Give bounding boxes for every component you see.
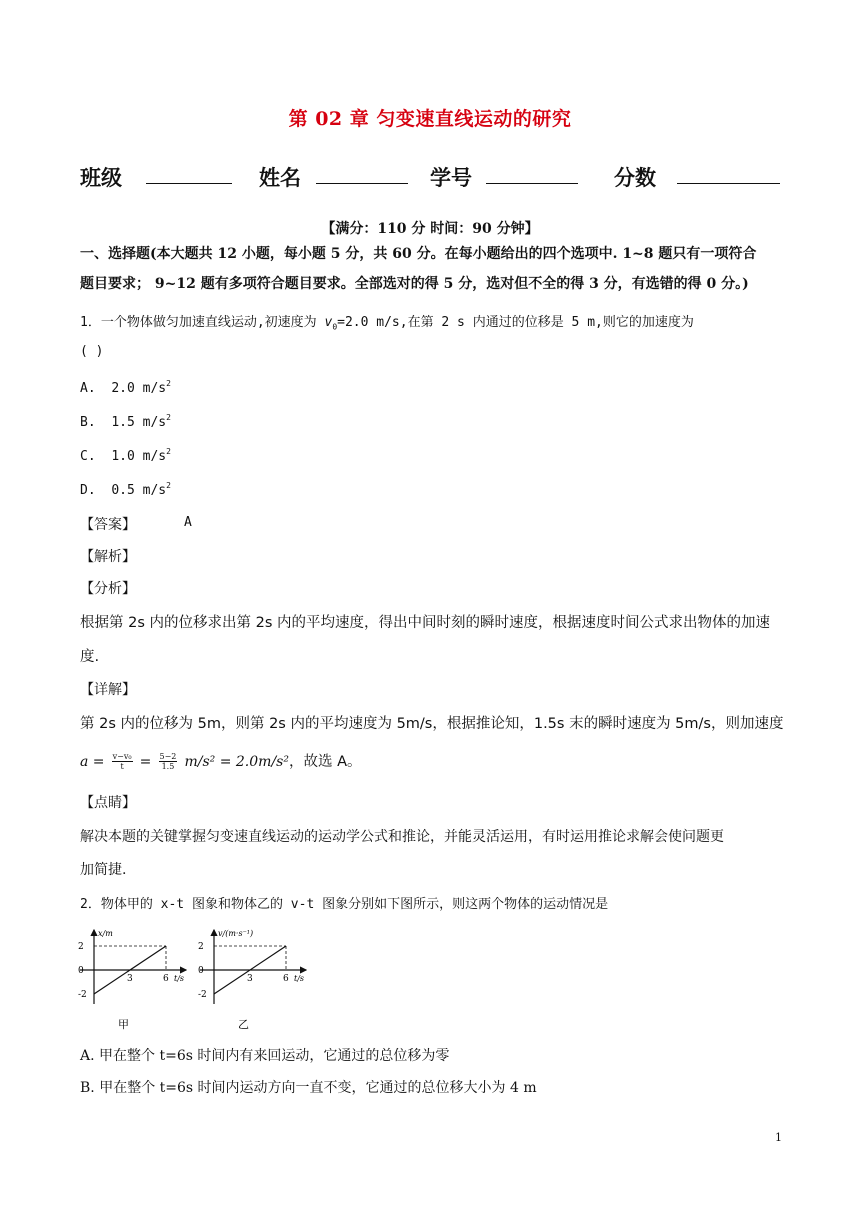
page-number: 1 xyxy=(775,1131,782,1144)
page-title: 第 02 章 匀变速直线运动的研究 xyxy=(288,108,572,130)
x-tick-label: 6 xyxy=(163,974,169,984)
motion-graphs xyxy=(76,924,316,1034)
option-d xyxy=(80,481,171,498)
student-id-blank xyxy=(486,183,578,184)
fraction-denominator: t xyxy=(120,762,124,771)
acceleration-formula xyxy=(80,750,362,771)
formula-fraction-2 xyxy=(159,752,178,771)
y-tick-label: -2 xyxy=(78,990,87,1000)
question-1-text xyxy=(80,311,694,332)
analysis-label: 【解析】 xyxy=(80,549,136,565)
x-axis-label: t/s xyxy=(174,974,185,983)
v0-symbol: v xyxy=(324,315,333,330)
formula-a: a = xyxy=(80,754,105,770)
option-value: 0.5 m/s xyxy=(111,483,167,498)
fraction-numerator: v−v₀ xyxy=(112,752,132,761)
option-value: 2.0 m/s xyxy=(111,381,167,396)
class-blank xyxy=(146,183,232,184)
fraction-numerator: 5−2 xyxy=(159,752,177,761)
answer-value: A xyxy=(184,515,192,530)
score-label: 分数 xyxy=(614,165,656,190)
option-value: 1.5 m/s xyxy=(111,415,167,430)
option-b xyxy=(80,413,171,430)
question-2-text: 2．物体甲的 x-t 图象和物体乙的 v-t 图象分别如下图所示，则这两个物体的运动情况是 xyxy=(80,897,609,912)
option-superscript: 2 xyxy=(166,481,171,490)
option-label: B. xyxy=(80,415,96,430)
x-axis-label: t/s xyxy=(294,974,305,983)
formula-equals: = xyxy=(139,754,152,770)
dianjing-label: 【点睛】 xyxy=(80,795,136,811)
x-tick-label: 3 xyxy=(127,974,133,984)
question-1-post: =2.0 m/s,在第 2 s 内通过的位移是 5 m,则它的加速度为 xyxy=(337,315,694,330)
name-label: 姓名 xyxy=(259,165,301,190)
y-tick-label: 2 xyxy=(198,942,204,952)
option-label: D. xyxy=(80,483,96,498)
option-superscript: 2 xyxy=(166,379,171,388)
question-1-pre: 1．一个物体做匀加速直线运动,初速度为 xyxy=(80,315,325,330)
y-tick-label: 0 xyxy=(198,966,204,976)
option-a xyxy=(80,379,171,396)
student-id-label: 学号 xyxy=(430,165,472,190)
score-blank xyxy=(677,183,780,184)
y-axis-label: x/m xyxy=(98,929,113,938)
fenxi-label: 【分析】 xyxy=(80,581,136,597)
class-label: 班级 xyxy=(80,165,122,190)
question-1-blank: ( ) xyxy=(80,344,104,359)
x-tick-label: 3 xyxy=(247,974,253,984)
dianjing-line2: 加简捷. xyxy=(80,862,127,878)
name-blank xyxy=(316,183,408,184)
option-label: C. xyxy=(80,449,96,464)
formula-tail: ，故选 A。 xyxy=(288,754,362,770)
y-tick-label: 0 xyxy=(78,966,84,976)
y-tick-label: 2 xyxy=(78,942,84,952)
exam-meta: 【满分：110 分 时间：90 分钟】 xyxy=(321,221,539,237)
x-tick-label: 6 xyxy=(283,974,289,984)
fenxi-line1: 根据第 2s 内的位移求出第 2s 内的平均速度，得出中间时刻的瞬时速度，根据速度时间公式求出物体的加速 xyxy=(80,615,770,631)
question-2-option-b: B. 甲在整个 t=6s 时间内运动方向一直不变，它通过的总位移大小为 4 m xyxy=(80,1080,537,1096)
xiangjie-label: 【详解】 xyxy=(80,682,136,698)
y-axis-label: v/(m·s⁻¹) xyxy=(218,929,254,938)
fenxi-line2: 度. xyxy=(80,649,100,665)
formula-result: m/s² = 2.0m/s² xyxy=(184,754,289,770)
question-2-option-a: A. 甲在整个 t=6s 时间内有来回运动，它通过的总位移为零 xyxy=(80,1048,450,1064)
v0-subscript: 0 xyxy=(332,322,338,332)
option-superscript: 2 xyxy=(166,413,171,422)
graph-caption: 乙 xyxy=(238,1018,249,1031)
fraction-denominator: 1.5 xyxy=(161,762,175,771)
formula-fraction-1 xyxy=(112,752,133,771)
option-label: A. xyxy=(80,381,96,396)
dianjing-line1: 解决本题的关键掌握匀变速直线运动的运动学公式和推论，并能灵活运用，有时运用推论求解会使问题更 xyxy=(80,829,724,845)
graph-caption: 甲 xyxy=(118,1018,129,1031)
section-instruction-line2: 题目要求； 9~12 题有多项符合题目要求。全部选对的得 5 分，选对但不全的得 3 分，有选错的得 0 分。) xyxy=(80,276,749,292)
xiangjie-line1: 第 2s 内的位移为 5m，则第 2s 内的平均速度为 5m/s，根据推论知，1.5s 末的瞬时速度为 5m/s，则加速度 xyxy=(80,716,784,732)
option-superscript: 2 xyxy=(166,447,171,456)
y-tick-label: -2 xyxy=(198,990,207,1000)
option-value: 1.0 m/s xyxy=(111,449,167,464)
answer-label: 【答案】 xyxy=(80,517,136,533)
option-c xyxy=(80,447,171,464)
section-instruction-line1: 一、选择题(本大题共 12 小题，每小题 5 分，共 60 分。在每小题给出的四个选项中. 1~8 题只有一项符合 xyxy=(80,246,757,262)
